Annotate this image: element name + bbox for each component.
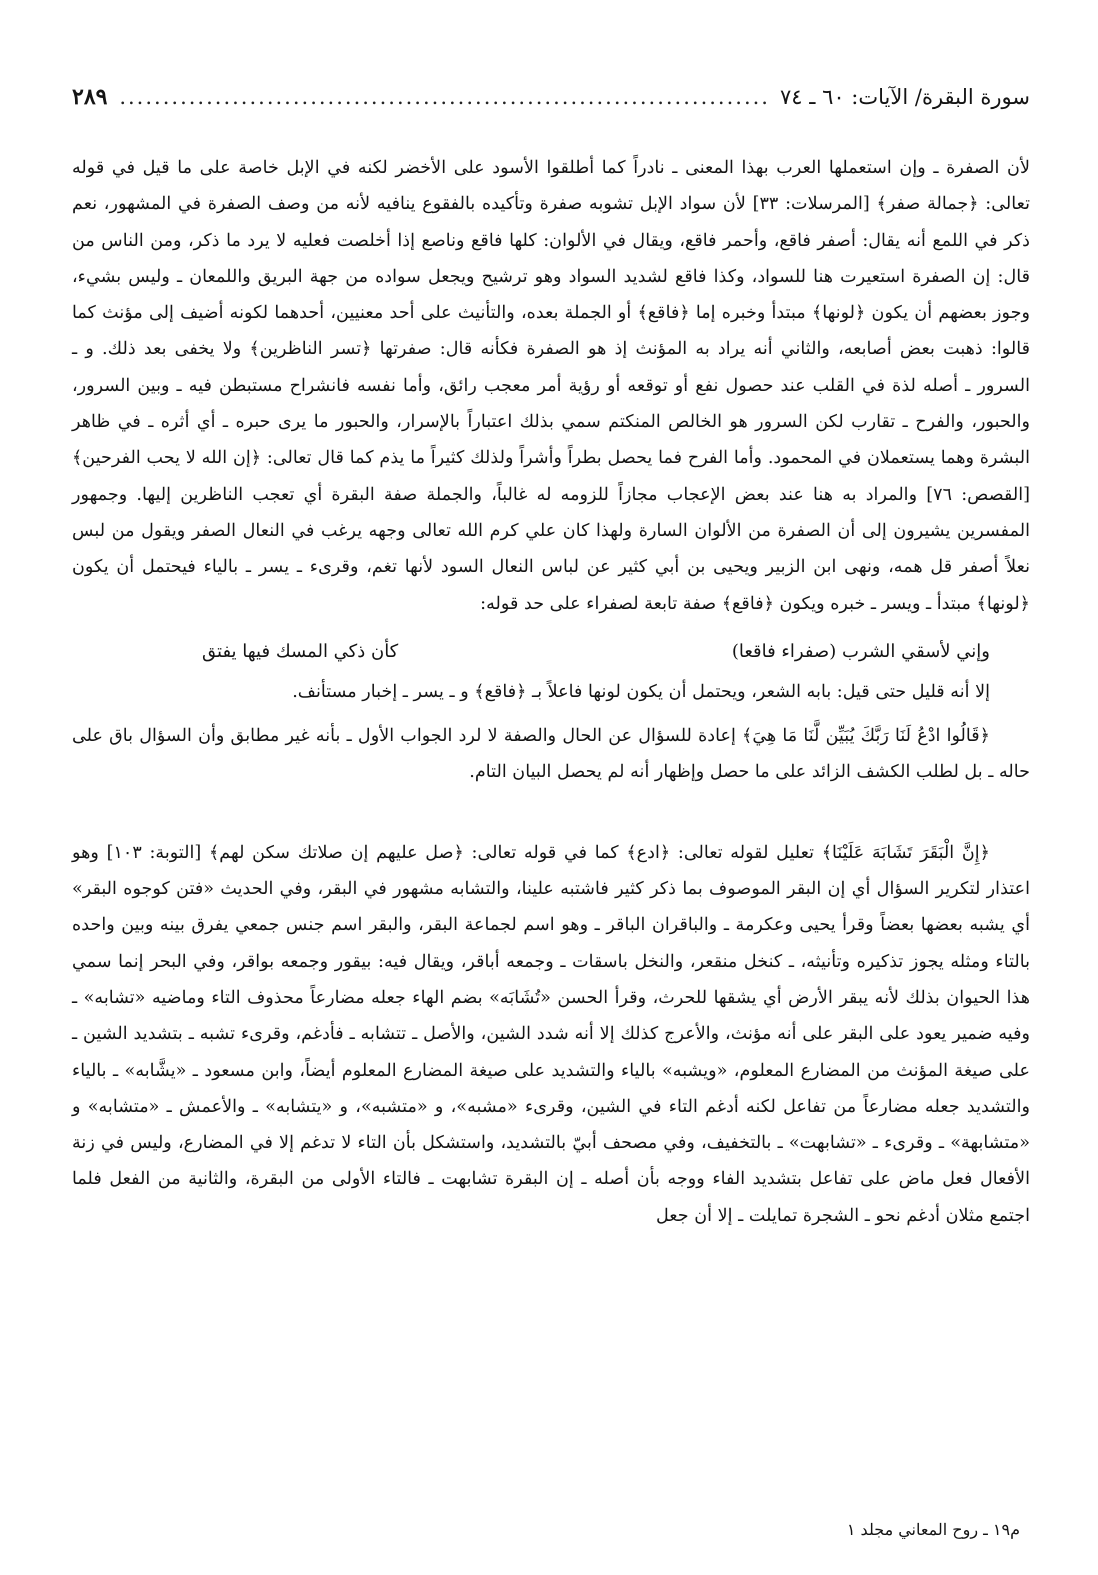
page-number: ٢٨٩ bbox=[72, 84, 108, 110]
page-footer-signature: م١٩ ـ روح المعاني مجلد ١ bbox=[846, 1520, 1020, 1539]
paragraph-3: ﴿قَالُوا ادْعُ لَنَا رَبَّكَ يُبَيِّن لَّنَا مَا هِيَ﴾ إعادة للسؤال عن الحال والصفة لا لرد الجواب الأول ـ بأنه غير مطابق وأن السؤال باق على حاله ـ بل لطلب الكشف الزائد على ما حصل وإظهار أنه لم يحصل البيان التام. bbox=[72, 726, 1030, 783]
running-header bbox=[72, 78, 1030, 116]
verse-hemistich-1: وإني لأسقي الشرب (صفراء فاقعا) bbox=[731, 640, 990, 662]
page-body bbox=[72, 150, 1030, 1234]
paragraph-4: ﴿إِنَّ الْبَقَرَ تَشَابَهَ عَلَيْنَا﴾ تعليل لقوله تعالى: ﴿ادع﴾ كما في قوله تعالى: ﴿صل عليهم إن صلاتك سكن لهم﴾ [التوبة: ١٠٣] وهو اعتذار لتكرير السؤال أي إن البقر الموصوف بما ذكر كثير فاشتبه علينا، والتشابه مشهور في البقر، وفي الحديث «فتن كوجوه البقر» أي يشبه بعضها بعضاً وقرأ يحيى وعكرمة ـ والباقران الباقر ـ وهو اسم لجماعة البقر، والبقر اسم جنس جمعي يفرق بينه وبين واحده بالتاء ومثله يجوز تذكيره وتأنيثه، ـ كنخل منقعر، والنخل باسقات ـ وجمعه أباقر، ويقال فيه: بيقور وجمعه بواقر، وفي البحر إنما سمي هذا الحيوان بذلك لأنه يبقر الأرض أي يشقها للحرث، وقرأ الحسن «تُشَابَه» بضم الهاء جعله مضارعاً محذوف التاء وماضيه «تشابه» ـ وفيه ضمير يعود على البقر على أنه مؤنث، والأعرج كذلك إلا أنه شدد الشين، والأصل ـ تتشابه ـ فأدغم، وقرىء تشبه ـ بتشديد الشين ـ على صيغة المؤنث من المضارع المعلوم، «ويشبه» بالياء والتشديد على صيغة المضارع المعلوم أيضاً، وابن مسعود ـ «يشَّابه» ـ بالياء والتشديد جعله مضارعاً من تفاعل لكنه أدغم التاء في الشين، وقرىء «مشبه»، و «متشبه»، و «يتشابه» ـ والأعمش ـ «متشابه» و «متشابهة» ـ وقرىء ـ «تشابهت» ـ بالتخفيف، وفي مصحف أبيّ بالتشديد، واستشكل بأن التاء لا تدغم إلا في المضارع، وليس في زنة الأفعال فعل ماض على تفاعل بتشديد الفاء ووجه بأن أصله ـ إن البقرة تشابهت ـ فالتاء الأولى من البقرة، والثانية من الفعل فلما اجتمع مثلان أدغم نحو ـ الشجرة تمايلت ـ إلا أن جعل bbox=[72, 842, 1030, 1226]
paragraph-2: إلا أنه قليل حتى قيل: بابه الشعر، ويحتمل أن يكون لونها فاعلاً بـ ﴿فاقع﴾ و ـ يسر ـ إخبار مستأنف. bbox=[292, 681, 990, 702]
poetry-verse bbox=[72, 634, 1030, 670]
header-title: سورة البقرة/ الآيات: ٦٠ ـ ٧٤ bbox=[779, 85, 1030, 109]
header-leader-dots bbox=[117, 85, 770, 109]
verse-hemistich-2: كأن ذكي المسك فيها يفتق bbox=[202, 640, 399, 662]
paragraph-1: لأن الصفرة ـ وإن استعملها العرب بهذا المعنى ـ نادراً كما أطلقوا الأسود على الأخضر لكنه في الإبل خاصة على ما قيل في قوله تعالى: ﴿جمالة صفر﴾ [المرسلات: ٣٣] لأن سواد الإبل تشوبه صفرة وتأكيده بالفقوع ينافيه لأنه من وصف الصفرة في المشهور، نعم ذكر في اللمع أنه يقال: أصفر فاقع، وأحمر فاقع، ويقال في الألوان: كلها فاقع وناصع إذا أخلصت فعليه لا يرد ما ذكر، ومن الناس من قال: إن الصفرة استعيرت هنا للسواد، وكذا فاقع لشديد السواد وهو ترشيح ويجعل سواده من جهة البريق واللمعان ـ وليس بشيء، وجوز بعضهم أن يكون ﴿لونها﴾ مبتدأ وخبره إما ﴿فاقع﴾ أو الجملة بعده، والتأنيث على أحد معنيين، أحدهما لكونه أضيف إلى مؤنث كما قالوا: ذهبت بعض أصابعه، والثاني أنه يراد به المؤنث إذ هو الصفرة فكأنه قال: صفرتها ﴿تسر الناظرين﴾ ولا يخفى بعد ذلك. و ـ السرور ـ أصله لذة في القلب عند حصول نفع أو توقعه أو رؤية أمر معجب رائق، وأما نفسه فانشراح مستبطن فيه ـ وبين السرور، والحبور، والفرح ـ تقارب لكن السرور هو الخالص المنكتم سمي بذلك اعتباراً بالإسرار، والحبور ما يرى حبره ـ أي أثره ـ في ظاهر البشرة وهما يستعملان في المحمود. وأما الفرح فما يحصل بطراً وأشراً ولذلك كثيراً ما يذم كما قال تعالى: ﴿إن الله لا يحب الفرحين﴾ [القصص: ٧٦] والمراد به هنا عند بعض الإعجاب مجازاً للزومه له غالباً، والجملة صفة البقرة أي تعجب الناظرين إليها. وجمهور المفسرين يشيرون إلى أن الصفرة من الألوان السارة ولهذا كان علي كرم الله تعالى وجهه يرغب في النعال الصفر ويقول من لبس نعلاً أصفر قل همه، ونهى ابن الزبير ويحيى بن أبي كثير عن لباس النعال السود لأنها تغم، وقرىء ـ يسر ـ بالياء فيحتمل أن يكون ﴿لونها﴾ مبتدأ ـ ويسر ـ خبره ويكون ﴿فاقع﴾ صفة تابعة لصفراء على حد قوله: bbox=[72, 158, 1031, 614]
